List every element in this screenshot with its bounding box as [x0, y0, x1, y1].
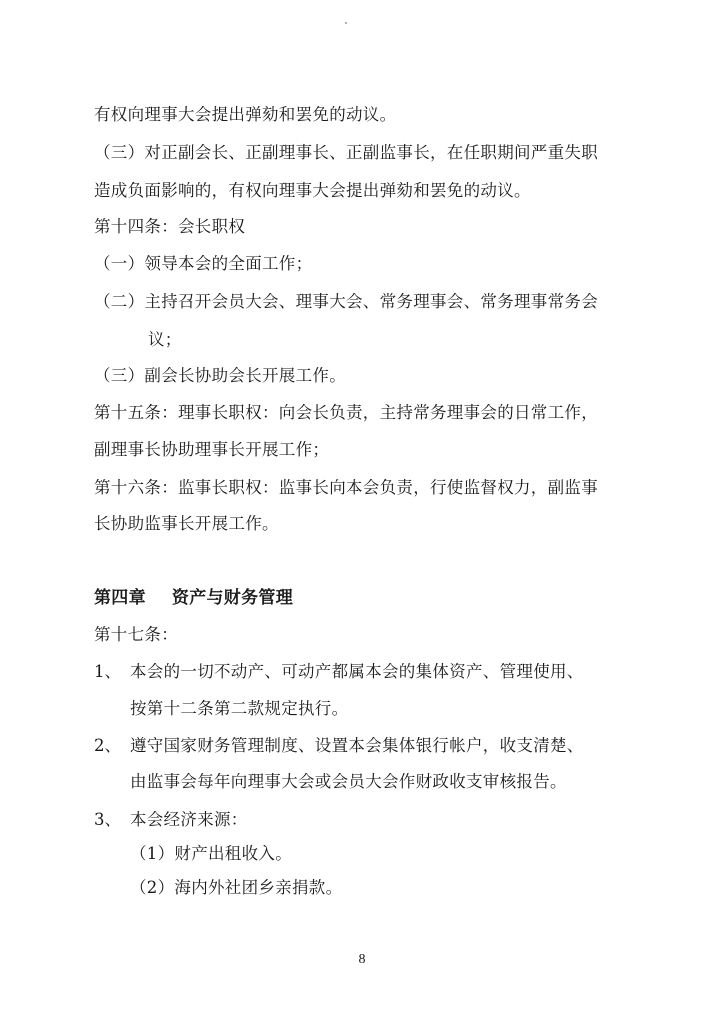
article-15-text: 第十五条：理事长职权：向会长负责，主持常务理事会的日常工作，	[94, 403, 598, 422]
text-line: 副理事长协助理事长开展工作；	[94, 440, 330, 459]
text-line: （一）领导本会的全面工作；	[94, 254, 313, 273]
list-marker: 3、	[94, 810, 121, 829]
list-item-text: 按第十二条第二款规定执行。	[130, 699, 349, 718]
list-item-text: 本会的一切不动产、可动产都属本会的集体资产、管理使用、	[130, 662, 584, 681]
text-line: （三）副会长协助会长开展工作。	[94, 366, 346, 385]
text-line: 有权向理事大会提出弹劾和罢免的动议。	[94, 105, 397, 124]
list-item-text: 本会经济来源：	[130, 810, 248, 829]
text-line: 造成负面影响的，有权向理事大会提出弹劾和罢免的动议。	[94, 181, 531, 200]
article-16-text: 第十六条：监事长职权：监事长向本会负责，行使监督权力，副监事	[94, 478, 598, 497]
article-14-heading: 第十四条：会长职权	[94, 217, 246, 236]
chapter-title: 资产与财务管理	[171, 588, 294, 608]
sub-list-item: （2）海内外社团乡亲捐款。	[130, 878, 343, 897]
scan-speck	[345, 22, 347, 24]
chapter-number: 第四章	[94, 588, 146, 608]
list-item-text: 遵守国家财务管理制度、设置本会集体银行帐户，收支清楚、	[130, 736, 584, 755]
text-line: 长协助监事长开展工作。	[94, 514, 279, 533]
text-line: （二）主持召开会员大会、理事大会、常务理事会、常务理事常务会	[94, 292, 598, 311]
text-line: 议；	[148, 330, 182, 349]
chapter-heading	[94, 586, 293, 610]
list-marker: 1、	[94, 662, 121, 681]
page-number: 8	[358, 952, 366, 967]
article-17-heading: 第十七条：	[94, 625, 178, 644]
text-line: （三）对正副会长、正副理事长、正副监事长，在任职期间严重失职	[94, 143, 598, 162]
list-item-text: 由监事会每年向理事大会或会员大会作财政收支审核报告。	[130, 772, 567, 791]
list-marker: 2、	[94, 736, 121, 755]
sub-list-item: （1）财产出租收入。	[130, 844, 292, 863]
